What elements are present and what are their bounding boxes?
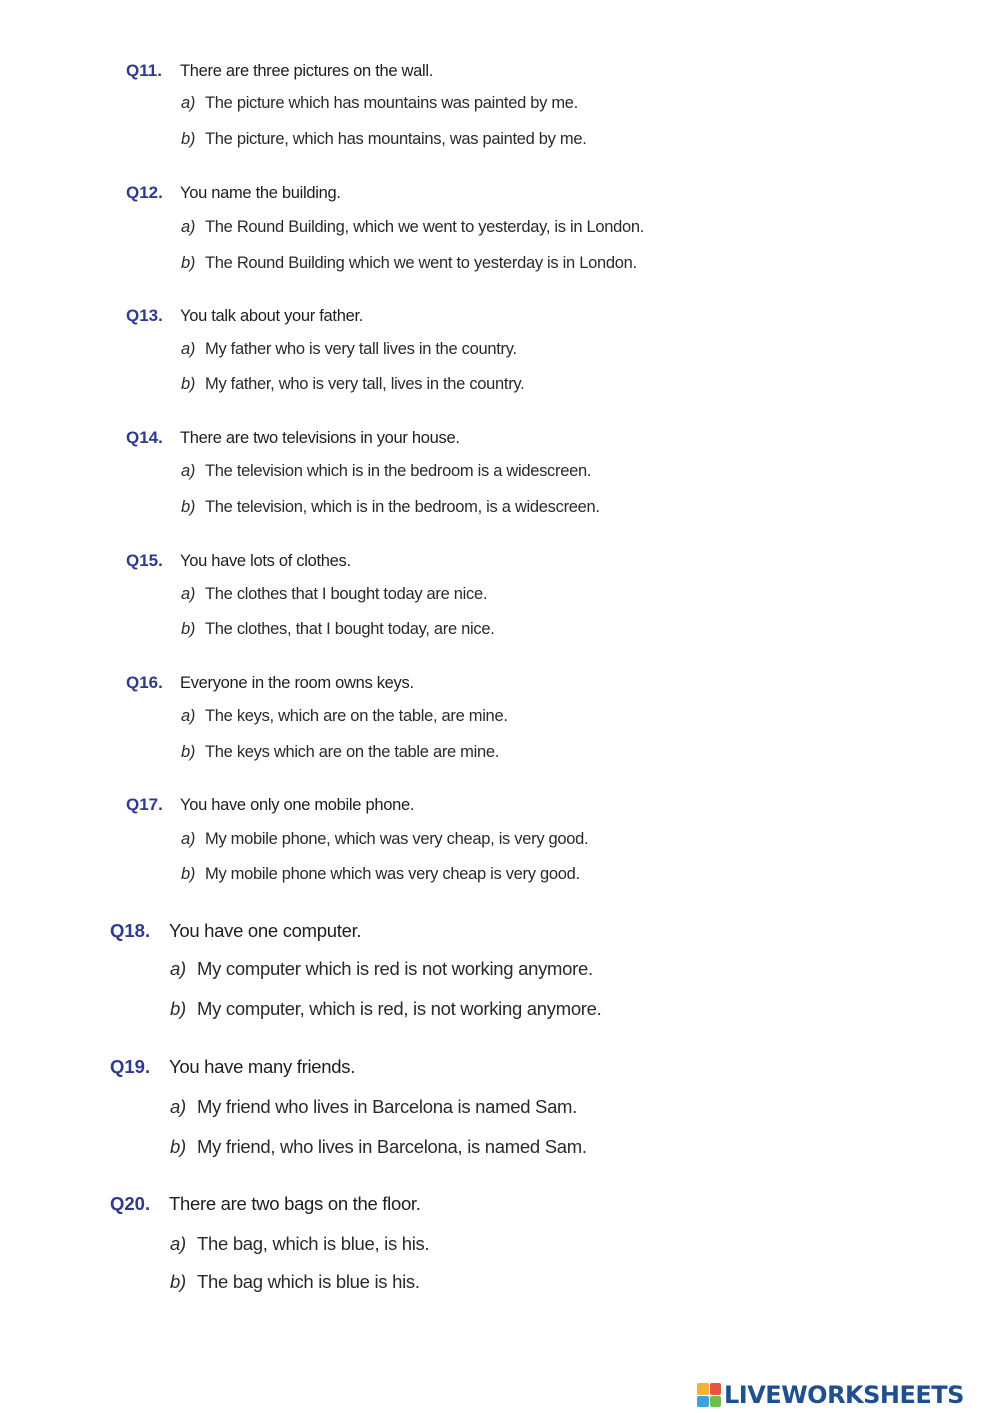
- question-11: [126, 61, 587, 148]
- logo-square-1: [697, 1383, 709, 1395]
- option-letter: b): [181, 375, 196, 393]
- option-letter: a): [170, 958, 186, 979]
- option-text: The clothes that I bought today are nice.: [205, 585, 488, 603]
- question-header: [126, 673, 414, 693]
- option-b[interactable]: [181, 375, 524, 394]
- question-stem: You have one computer.: [169, 920, 362, 941]
- option-a[interactable]: [181, 462, 591, 481]
- question-17: [126, 795, 589, 883]
- option-letter: b): [170, 1136, 186, 1157]
- question-stem: You talk about your father.: [180, 307, 364, 325]
- question-number: Q15.: [126, 551, 163, 570]
- question-stem: You have only one mobile phone.: [180, 796, 415, 814]
- question-number: Q12.: [126, 183, 163, 202]
- logo-square-2: [710, 1383, 722, 1395]
- option-text: The Round Building which we went to yesterday is in London.: [205, 254, 637, 272]
- question-number: Q16.: [126, 673, 163, 692]
- question-16: [126, 673, 508, 761]
- liveworksheets-logo[interactable]: [697, 1378, 964, 1412]
- option-a[interactable]: [181, 218, 644, 237]
- question-number: Q11.: [126, 61, 162, 80]
- option-text: The keys which are on the table are mine.: [205, 743, 500, 761]
- option-letter: a): [181, 462, 196, 480]
- option-letter: a): [181, 707, 196, 725]
- option-letter: a): [170, 1096, 186, 1117]
- option-text: My computer which is red is not working anymore.: [197, 958, 593, 979]
- question-stem: There are two bags on the floor.: [169, 1193, 421, 1214]
- option-letter: a): [181, 585, 196, 603]
- question-20: [110, 1193, 430, 1292]
- option-letter: a): [181, 94, 196, 112]
- option-b[interactable]: [170, 1136, 587, 1158]
- option-b[interactable]: [170, 998, 602, 1020]
- option-letter: a): [181, 340, 196, 358]
- option-a[interactable]: [181, 830, 588, 849]
- option-text: The picture which has mountains was painted by me.: [205, 94, 578, 112]
- question-header: [126, 61, 433, 81]
- question-header: [110, 1193, 421, 1215]
- option-letter: a): [181, 830, 196, 848]
- option-letter: b): [181, 498, 196, 516]
- option-a[interactable]: [181, 585, 487, 604]
- liveworksheets-icon: [697, 1383, 721, 1407]
- option-letter: b): [181, 865, 196, 883]
- question-13: [126, 306, 525, 393]
- option-letter: a): [170, 1233, 186, 1254]
- option-text: The picture, which has mountains, was painted by me.: [205, 130, 587, 148]
- option-b[interactable]: [170, 1271, 420, 1293]
- question-number: Q17.: [126, 795, 163, 814]
- question-header: [110, 1056, 355, 1078]
- question-stem: You name the building.: [180, 184, 341, 202]
- logo-square-3: [697, 1396, 709, 1408]
- option-a[interactable]: [170, 1096, 577, 1118]
- question-stem: You have lots of clothes.: [180, 552, 351, 570]
- question-stem: Everyone in the room owns keys.: [180, 674, 414, 692]
- question-stem: There are three pictures on the wall.: [180, 62, 434, 80]
- question-header: [110, 920, 361, 942]
- option-b[interactable]: [181, 865, 580, 884]
- question-header: [126, 428, 460, 448]
- option-b[interactable]: [181, 130, 587, 149]
- question-14: [126, 428, 600, 516]
- option-text: The bag, which is blue, is his.: [197, 1233, 430, 1254]
- option-letter: b): [170, 1271, 186, 1292]
- option-text: My friend, who lives in Barcelona, is named Sam.: [197, 1136, 587, 1157]
- option-b[interactable]: [181, 498, 600, 517]
- question-header: [126, 795, 414, 815]
- option-text: The bag which is blue is his.: [197, 1271, 420, 1292]
- option-text: My computer, which is red, is not working anymore.: [197, 998, 602, 1019]
- option-text: My father, who is very tall, lives in the country.: [205, 375, 525, 393]
- option-letter: b): [181, 743, 196, 761]
- logo-text: LIVEWORKSHEETS: [724, 1381, 964, 1409]
- option-text: The keys, which are on the table, are mine.: [205, 707, 508, 725]
- question-number: Q14.: [126, 428, 163, 447]
- question-stem: There are two televisions in your house.: [180, 429, 460, 447]
- option-letter: b): [181, 130, 196, 148]
- option-a[interactable]: [181, 340, 517, 359]
- option-letter: b): [170, 998, 186, 1019]
- option-b[interactable]: [181, 620, 494, 639]
- option-letter: a): [181, 218, 196, 236]
- option-text: My mobile phone which was very cheap is very good.: [205, 865, 580, 883]
- option-a[interactable]: [181, 707, 508, 726]
- question-18: [110, 920, 602, 1019]
- question-header: [126, 183, 341, 203]
- logo-square-4: [710, 1396, 722, 1408]
- option-text: The television, which is in the bedroom, is a widescreen.: [205, 498, 600, 516]
- option-b[interactable]: [181, 254, 637, 273]
- question-number: Q13.: [126, 306, 163, 325]
- option-text: The Round Building, which we went to yesterday, is in London.: [205, 218, 645, 236]
- option-text: The clothes, that I bought today, are nice.: [205, 620, 495, 638]
- question-15: [126, 551, 495, 638]
- question-number: Q19.: [110, 1056, 151, 1077]
- option-a[interactable]: [181, 94, 578, 113]
- option-text: My friend who lives in Barcelona is named Sam.: [197, 1096, 578, 1117]
- question-number: Q18.: [110, 920, 151, 941]
- option-letter: b): [181, 620, 196, 638]
- option-text: My father who is very tall lives in the country.: [205, 340, 517, 358]
- option-text: My mobile phone, which was very cheap, is very good.: [205, 830, 589, 848]
- question-header: [126, 306, 363, 326]
- option-text: The television which is in the bedroom is a widescreen.: [205, 462, 592, 480]
- question-number: Q20.: [110, 1193, 151, 1214]
- question-19: [110, 1056, 587, 1157]
- question-stem: You have many friends.: [169, 1056, 356, 1077]
- option-letter: b): [181, 254, 196, 272]
- question-header: [126, 551, 351, 571]
- option-b[interactable]: [181, 743, 499, 762]
- option-a[interactable]: [170, 1233, 429, 1255]
- question-12: [126, 183, 645, 272]
- option-a[interactable]: [170, 958, 593, 980]
